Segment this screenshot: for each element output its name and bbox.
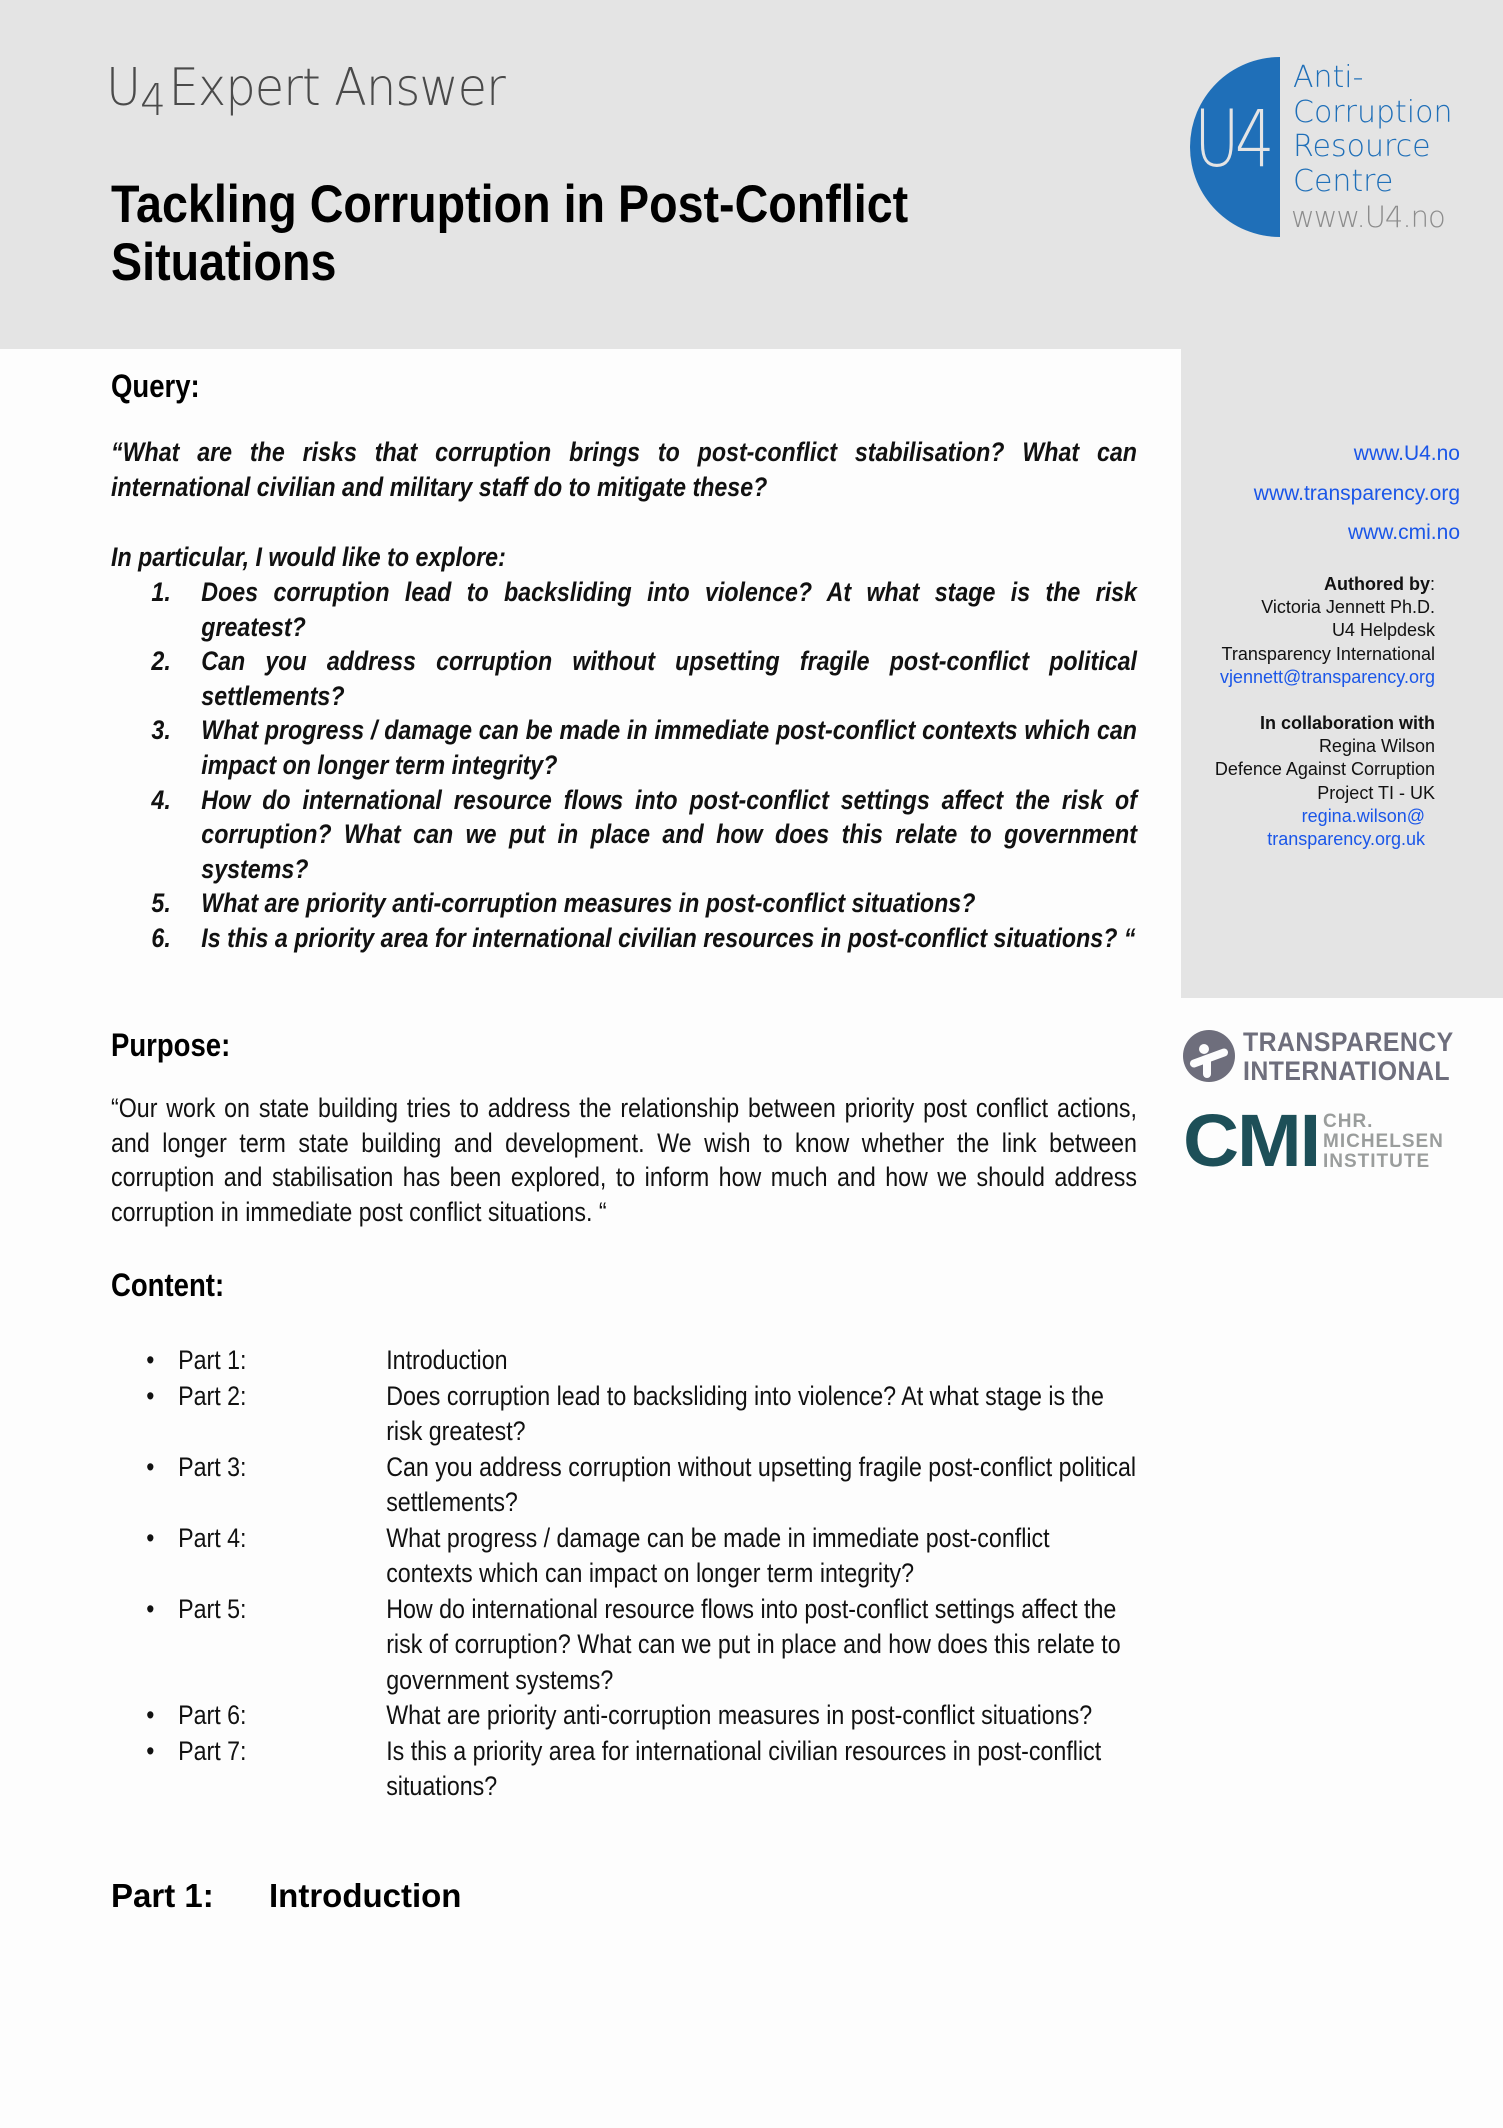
ti-line-1: TRANSPARENCY [1243, 1027, 1454, 1057]
query-question [111, 575, 1137, 644]
authored-by-heading [1181, 573, 1435, 596]
question-number: 2. [151, 646, 171, 677]
content-list-item [111, 1343, 1137, 1379]
content-heading: Content: [111, 1267, 225, 1303]
query-intro: “What are the risks that corruption brings to post-conflict stabilisation? What can international civilian and military staff do to mitigate these? [111, 437, 1137, 502]
question-text: How do international resource flows into post-conflict settings affect the risk of corruption? What can we put in place and how does this relate to government systems? [201, 784, 1137, 884]
sidebar-credits [1181, 573, 1435, 851]
collaborator-org-line-2: Project TI - UK [1317, 782, 1435, 803]
ti-globe-icon [1183, 1030, 1235, 1082]
bullet-icon: • [146, 1522, 155, 1553]
content-list-item [111, 1450, 1137, 1521]
content-part-title: What are priority anti-corruption measures in post-conflict situations? [386, 1700, 1093, 1730]
cmi-logo [1183, 1099, 1483, 1182]
cmi-wordmark [1323, 1112, 1444, 1172]
collaboration-label: In collaboration with [1260, 713, 1435, 734]
content-part-title: Is this a priority area for international civilian resources in post-conflict situations? [386, 1735, 1102, 1801]
content-list-item [111, 1521, 1137, 1592]
link-transparency[interactable]: www.transparency.org [1253, 481, 1460, 505]
cmi-line-2: MICHELSEN [1323, 1131, 1444, 1152]
question-text: Does corruption lead to backsliding into violence? At what stage is the risk greatest? [201, 577, 1137, 642]
link-u4[interactable]: www.U4.no [1353, 442, 1460, 465]
content-list [111, 1343, 1137, 1805]
authored-by-label: Authored by [1323, 574, 1430, 594]
u4-logo-url: www.U4.no [1291, 200, 1445, 234]
author-email-link[interactable]: vjennett@transparency.org [1219, 666, 1435, 687]
purpose-text: “Our work on state building tries to address the relationship between priority post conflict actions, and longer term state building and development. We wish to know whether the link between corruption and stabilisation has been explored, to inform how much and how we should address corruption in immediate post conflict situations. “ [111, 1093, 1137, 1227]
content-list-item [111, 1734, 1137, 1805]
sidebar-links [1181, 434, 1460, 553]
content-list-item [111, 1592, 1137, 1699]
collaborator-email-link[interactable] [1181, 805, 1435, 851]
content-part-title: Does corruption lead to backsliding into violence? At what stage is the risk greatest? [386, 1380, 1104, 1446]
question-text: Can you address corruption without upsetting fragile post-conflict political settlements? [201, 646, 1137, 711]
question-text: What progress / damage can be made in immediate post-conflict contexts which can impact on longer term integrity? [201, 715, 1137, 780]
cmi-line-3: INSTITUTE [1323, 1151, 1431, 1172]
question-number: 3. [151, 715, 171, 746]
collaborator-email-line-1: regina.wilson@ [1301, 805, 1425, 826]
question-number: 4. [151, 784, 171, 815]
author-name: Victoria Jennett Ph.D. [1261, 597, 1435, 618]
author-unit: U4 Helpdesk [1331, 620, 1435, 641]
collaborator-name: Regina Wilson [1318, 736, 1435, 757]
query-question-list [111, 575, 1137, 956]
author-org: Transparency International [1221, 643, 1435, 664]
content-part-title: Introduction [386, 1345, 508, 1375]
series-title [106, 58, 505, 126]
content-part-label: Part 4: [178, 1522, 247, 1553]
question-text: Is this a priority area for international civilian resources in post-conflict situations? “ [201, 922, 1136, 953]
bullet-icon: • [146, 1700, 155, 1730]
query-question [111, 886, 1137, 921]
question-number: 6. [151, 922, 171, 953]
content-part-label: Part 6: [178, 1700, 247, 1730]
cmi-line-1: CHR. [1323, 1111, 1374, 1132]
bullet-icon: • [146, 1380, 155, 1411]
bullet-icon: • [146, 1735, 155, 1766]
query-question [111, 644, 1137, 713]
query-question [111, 921, 1137, 956]
link-cmi[interactable]: www.cmi.no [1347, 521, 1460, 544]
series-subscript-4: 4 [140, 75, 165, 126]
question-number: 1. [151, 577, 171, 607]
content-part-title: How do international resource flows into post-conflict settings affect the risk of corruption? What can we put in place and how does this relate to government systems? [386, 1593, 1121, 1695]
content-part-label: Part 1: [178, 1345, 247, 1375]
content-list-item [111, 1379, 1137, 1450]
section-title: Introduction [269, 1877, 462, 1914]
content-part-label: Part 5: [178, 1593, 247, 1624]
u4-org-line: Centre [1293, 163, 1394, 199]
collaborator-org-line-1: Defence Against Corruption [1214, 759, 1435, 780]
content-part-title: Can you address corruption without upsetting fragile post-conflict political settlements? [386, 1451, 1137, 1517]
u4-logo-semicircle-icon [1190, 57, 1280, 237]
collaborator-email-line-2: transparency.org.uk [1267, 829, 1425, 850]
query-heading: Query: [111, 368, 200, 404]
ti-line-2: INTERNATIONAL [1243, 1056, 1450, 1086]
query-question [111, 783, 1137, 887]
content-part-label: Part 3: [178, 1451, 247, 1482]
bullet-icon: • [146, 1345, 155, 1375]
series-u: U [106, 58, 141, 118]
u4-logo [1190, 57, 1490, 247]
query-question [111, 713, 1137, 782]
content-part-label: Part 2: [178, 1380, 247, 1411]
u4-logo-mark: U4 [1194, 95, 1270, 185]
content-list-item [111, 1698, 1137, 1734]
series-title-text: Expert Answer [168, 58, 505, 118]
ti-wordmark [1243, 1028, 1454, 1086]
section-heading-part-1 [111, 1877, 461, 1915]
section-number: Part 1: [111, 1877, 214, 1914]
page-title-line-1: Tackling Corruption in Post-Conflict [111, 175, 909, 234]
u4-org-line: Corruption [1293, 94, 1453, 130]
bullet-icon: • [146, 1451, 155, 1482]
bullet-icon: • [146, 1593, 155, 1624]
authored-by-colon: : [1429, 574, 1435, 594]
content-part-title: What progress / damage can be made in immediate post-conflict contexts which can impact on longer term integrity? [386, 1522, 1050, 1588]
u4-logo-org-name [1293, 61, 1453, 199]
question-text: What are priority anti-corruption measures in post-conflict situations? [201, 888, 976, 919]
purpose-heading: Purpose: [111, 1027, 231, 1063]
question-number: 5. [151, 888, 171, 919]
u4-org-line: Anti- [1293, 60, 1364, 95]
page-title-line-2: Situations [111, 233, 337, 292]
cmi-mark: CMI [1183, 1099, 1320, 1182]
content-part-label: Part 7: [178, 1735, 247, 1766]
spacer [1181, 689, 1435, 712]
query-lead: In particular, I would like to explore: [111, 542, 506, 572]
transparency-international-logo [1183, 1028, 1453, 1088]
page-title [111, 176, 1079, 292]
u4-org-line: Resource [1293, 129, 1431, 164]
